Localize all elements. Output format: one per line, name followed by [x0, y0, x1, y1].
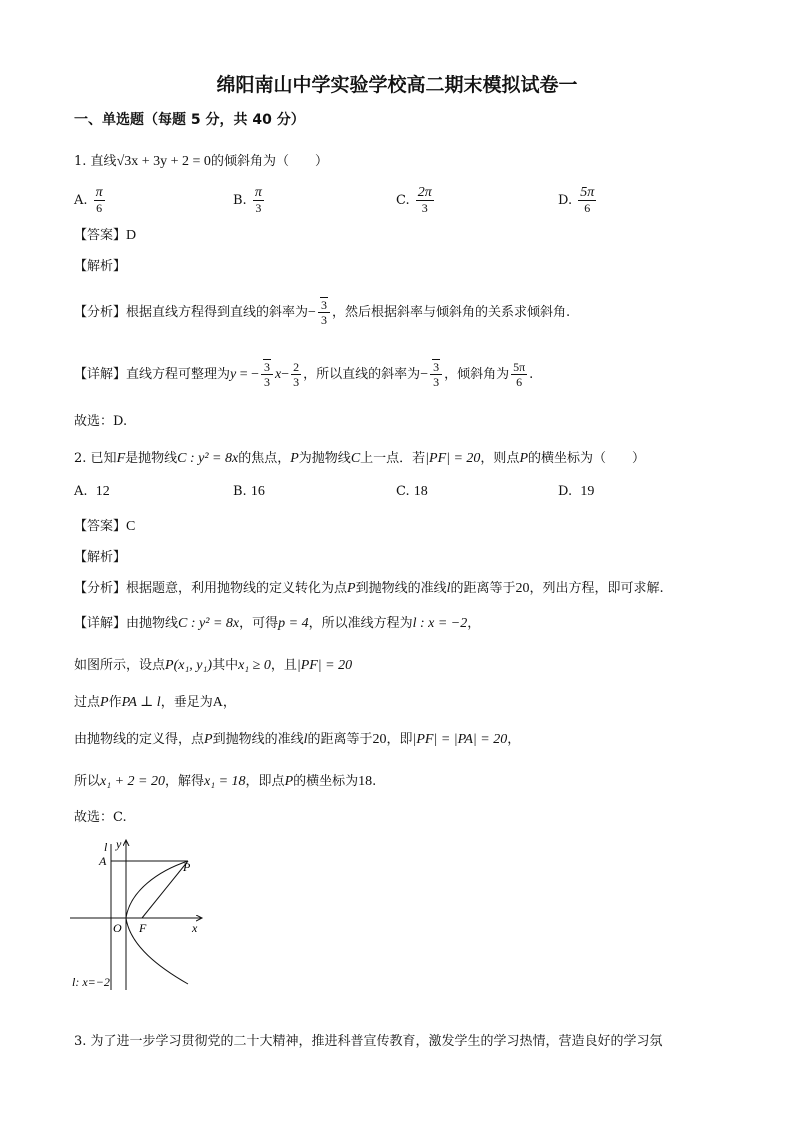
q1-fenxi: 【分析】根据直线方程得到直线的斜率为− $\frac{3}{3}$ ，然后根据斜率与倾斜角的关系求倾斜角. [74, 298, 571, 327]
q1-stem [74, 150, 328, 170]
q2-jiexi: 【解析】 [74, 550, 127, 565]
q1-option-a[interactable]: A. $\frac{\pi}{6}$ [74, 185, 103, 215]
label-f: F [139, 921, 147, 935]
label-o: O [113, 921, 122, 935]
q2-option-c[interactable]: C. 18 [396, 484, 428, 499]
q1-pre: 直线 [90, 154, 117, 169]
label-p: P [183, 860, 191, 874]
q1-options [74, 180, 714, 214]
label-directrix: l: x=−2 [72, 975, 110, 989]
q2-options [74, 484, 714, 504]
q2-option-b[interactable]: B. 16 [233, 484, 265, 499]
q2-line-3: 过点P作PA ⊥ l，垂足为A， [74, 695, 236, 710]
q1-option-c[interactable]: C. $\frac{2\pi}{3}$ [396, 185, 432, 215]
q1-option-d[interactable]: D. $\frac{5\pi}{6}$ [558, 185, 595, 215]
q2-option-d[interactable]: D. 19 [558, 484, 595, 499]
q2-answer: 【答案】C [74, 519, 136, 534]
q2-line-5: 所以x₁ + 2 = 20，解得x₁ = 18，即点P的横坐标为18. [74, 774, 377, 789]
pf-segment [142, 861, 188, 918]
q2-option-a[interactable]: A. 12 [74, 484, 110, 499]
q2-line-4: 由抛物线的定义得，点P到抛物线的准线l的距离等于20，即|PF| = |PA| = 20， [74, 732, 521, 747]
section-heading: 一、单选题（每题 5 分，共 40 分） [74, 112, 305, 128]
q2-fenxi: 【分析】根据题意，利用抛物线的定义转化为点P到抛物线的准线l的距离等于20，列出方程，即可求解. [74, 581, 664, 596]
q2-stem: 2. 已知F是抛物线C : y² = 8x的焦点，P为抛物线C上一点．若|PF| = 20，则点P的横坐标为（ ） [74, 451, 646, 466]
q1-jiexi: 【解析】 [74, 259, 127, 274]
q1-expression: √3x + 3y + 2 = 0 [116, 154, 211, 169]
label-y: y [116, 837, 122, 851]
parabola-figure [68, 836, 218, 992]
parabola-curve [126, 861, 188, 984]
q1-conclusion: 故选：D. [74, 414, 128, 429]
q2-line-2: 如图所示，设点P(x₁, y₁)其中x₁ ≥ 0，且|PF| = 20 [74, 658, 353, 673]
q3-stem: 3. 为了进一步学习贯彻党的二十大精神，推进科普宣传教育，激发学生的学习热情，营造良好的学习氛 [74, 1034, 663, 1049]
page-title: 绵阳南山中学实验学校高二期末模拟试卷一 [216, 74, 578, 96]
q1-answer: 【答案】D [74, 228, 137, 243]
label-x: x [192, 921, 198, 935]
q1-number: 1. [74, 154, 87, 169]
q2-conclusion: 故选：C. [74, 810, 127, 825]
q1-xiangjie: 【详解】直线方程可整理为y = − $\frac{3}{3}$ x− $\frac{2}{3}$ ，所以直线的斜率为− $\frac{3}{3}$ ，倾斜角为 $\frac{5\pi}{6}$ . [74, 360, 534, 389]
q1-post: 的倾斜角为（ ） [210, 154, 328, 169]
label-a: A [99, 854, 107, 868]
q1-option-b[interactable]: B. $\frac{\pi}{3}$ [233, 185, 262, 215]
q2-xiangjie: 【详解】由抛物线C : y² = 8x，可得p = 4，所以准线方程为l : x = −2， [74, 616, 481, 631]
label-l: l [104, 840, 108, 854]
